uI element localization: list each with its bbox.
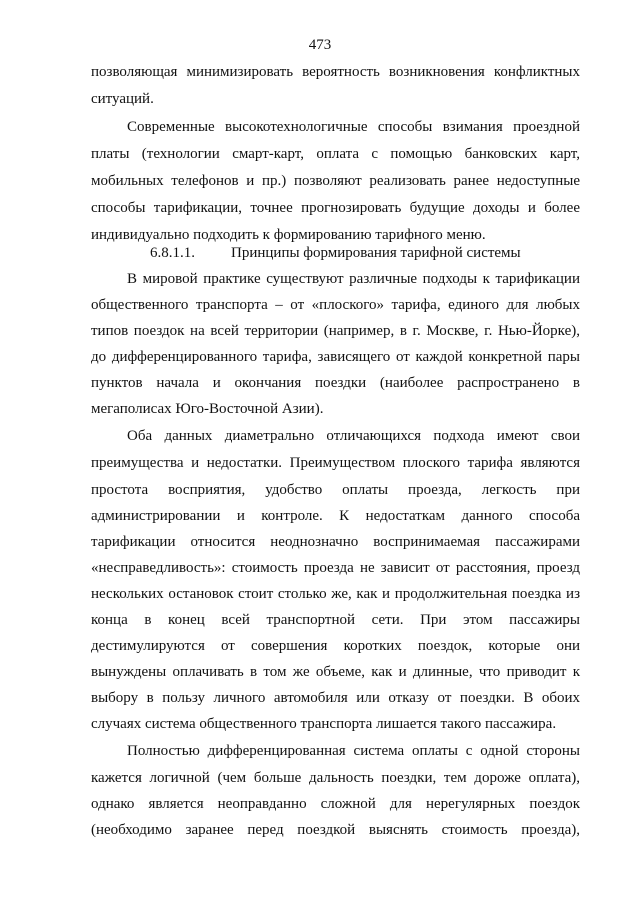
text-line: Современные высокотехнологичные способы взимания проездной: [127, 119, 580, 135]
text-line: мегаполисах Юго-Восточной Азии).: [91, 401, 324, 417]
text-line: способы тарификации, точнее прогнозировать будущие доходы и более: [91, 200, 580, 216]
text-line: вынуждены оплачивать в том же объеме, как и длинные, что приводит к: [91, 664, 580, 680]
section-title: Принципы формирования тарифной системы: [231, 245, 521, 261]
text-line: общественного транспорта – от «плоского» тарифа, единого для любых: [91, 297, 580, 313]
text-line: однако является неоправданно сложной для нерегулярных поездок: [91, 796, 580, 812]
text-line: простота восприятия, удобство оплаты проезда, легкость при: [91, 482, 580, 498]
text-line: нескольких остановок стоит столько же, как и продолжительная поездка из: [91, 586, 580, 602]
text-line: типов поездок на всей территории (например, в г. Москве, г. Нью-Йорке),: [91, 323, 580, 339]
text-line: индивидуально подходить к формированию тарифного меню.: [91, 227, 486, 243]
text-line: позволяющая минимизировать вероятность возникновения конфликтных: [91, 64, 580, 80]
text-line: (необходимо заранее перед поездкой выяснять стоимость проезда),: [91, 822, 580, 838]
text-line: до дифференцированного тарифа, зависящего от каждой конкретной пары: [91, 349, 580, 365]
text-line: пунктов начала и окончания поездки (наиболее распространено в: [91, 375, 580, 391]
text-line: кажется логичной (чем больше дальность поездки, тем дороже оплата),: [91, 770, 580, 786]
text-line: мобильных телефонов и пр.) позволяют реализовать ранее недоступные: [91, 173, 580, 189]
text-line: ситуаций.: [91, 91, 154, 107]
text-line: дестимулируются от совершения коротких поездок, которые они: [91, 638, 580, 654]
text-line: Полностью дифференцированная система оплаты с одной стороны: [127, 743, 580, 759]
text-line: тарификации относится неоднозначно воспринимаемая пассажирами: [91, 534, 580, 550]
text-line: платы (технологии смарт-карт, оплата с помощью банковских карт,: [91, 146, 580, 162]
text-line: выбору в пользу личного автомобиля или отказу от поездки. В обоих: [91, 690, 580, 706]
page-number: 473: [308, 37, 332, 53]
section-number: 6.8.1.1.: [150, 245, 195, 261]
text-line: случаях система общественного транспорта лишается такого пассажира.: [91, 716, 557, 732]
text-line: конца в конец всей транспортной сети. При этом пассажиры: [91, 612, 580, 628]
text-line: Оба данных диаметрально отличающихся подхода имеют свои: [127, 428, 580, 444]
text-line: В мировой практике существуют различные подходы к тарификации: [127, 271, 580, 287]
text-line: «несправедливость»: стоимость проезда не зависит от расстояния, проезд: [91, 560, 580, 576]
text-line: администрировании и контроле. К недостаткам данного способа: [91, 508, 580, 524]
text-line: преимущества и недостатки. Преимуществом плоского тарифа являются: [91, 455, 580, 471]
